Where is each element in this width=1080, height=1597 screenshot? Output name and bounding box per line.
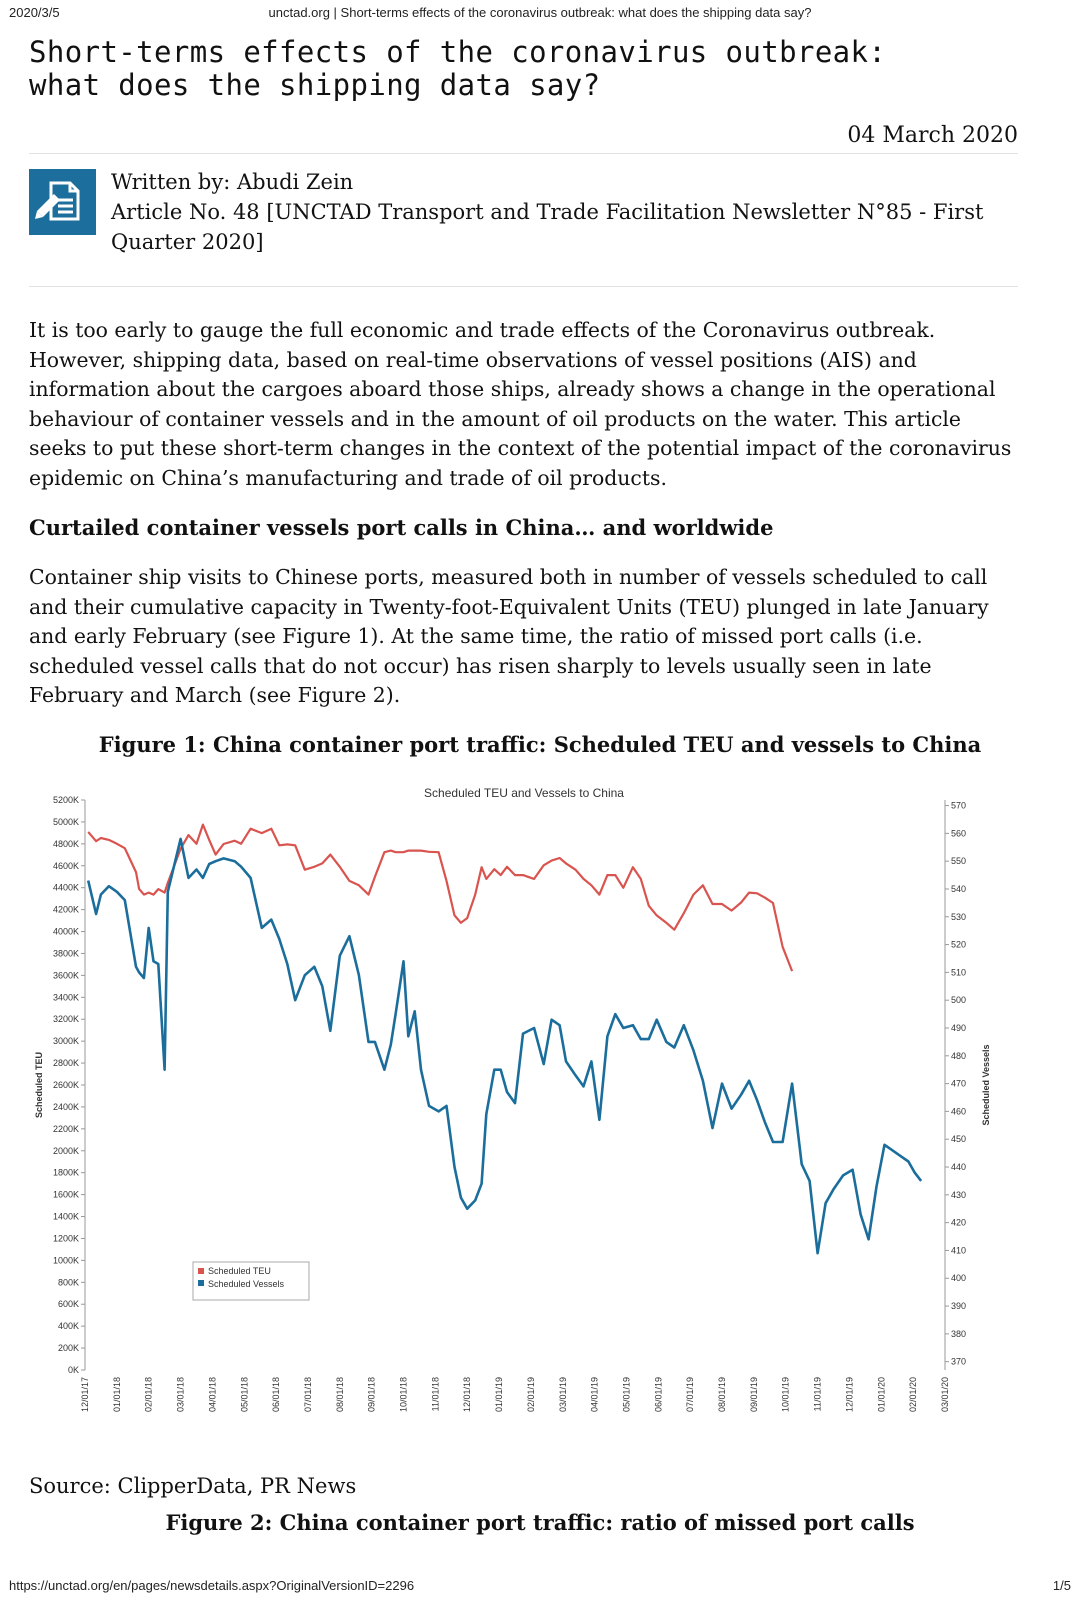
x-tick-label: 01/01/20 (876, 1377, 887, 1413)
y-tick-label-right: 520 (951, 939, 967, 950)
y-tick-label-left: 800K (57, 1277, 79, 1288)
x-tick-label: 02/01/20 (908, 1377, 919, 1413)
x-ticks (80, 1377, 950, 1412)
y-tick-label-left: 600K (57, 1299, 79, 1310)
legend-swatch-teu (198, 1268, 204, 1274)
y-tick-label-left: 1600K (52, 1189, 79, 1200)
body-paragraph: Container ship visits to Chinese ports, measured both in number of vessels scheduled to call and their cumulative capacity in Twenty-foot-Equivalent Units (TEU) plunged in late January and early February (see Figure 1). At the same time, the ratio of missed port calls (i.e. scheduled vessel calls that do not occur) has risen sharply to levels usually seen in late February and March (see Figure 2). (29, 565, 989, 707)
section-subheading: Curtailed container vessels port calls in China… and worldwide (29, 515, 774, 540)
y-tick-label-right: 540 (951, 883, 967, 894)
x-tick-label: 03/01/20 (940, 1377, 950, 1413)
y-tick-label-left: 5000K (52, 816, 79, 827)
print-url: https://unctad.org/en/pages/newsdetails.aspx?OriginalVersionID=2296 (9, 1578, 415, 1593)
x-tick-label: 01/01/19 (494, 1377, 505, 1413)
y-tick-label-right: 500 (951, 995, 967, 1006)
figure1-chart (33, 777, 1050, 1431)
y-tick-label-left: 2200K (52, 1123, 79, 1134)
y-tick-label-left: 5200K (52, 795, 79, 805)
figure1-caption: Figure 1: China container port traffic: Scheduled TEU and vessels to China (98, 732, 982, 757)
document-pen-icon (29, 169, 96, 235)
figure1-source: Source: ClipperData, PR News (29, 1474, 357, 1498)
article-date: 04 March 2020 (847, 123, 1018, 148)
print-title: unctad.org | Short-terms effects of the coronavirus outbreak: what does the shipping data say? (268, 5, 812, 20)
x-tick-label: 05/01/19 (621, 1377, 632, 1413)
y-tick-label-left: 1000K (52, 1255, 79, 1266)
x-tick-label: 10/01/18 (398, 1377, 409, 1413)
y-tick-label-right: 570 (951, 800, 967, 811)
intro-paragraph: It is too early to gauge the full economic and trade effects of the Coronavirus outbreak. However, shipping data, based on real-time observations of vessel positions (AIS) and information about the cargoes aboard those ships, already shows a change in the operational behaviour of container vessels and in the amount of oil products on the water. This article seeks to put these short-term changes in the context of the potential impact of the coronavirus epidemic on China’s manufacturing and trade of oil products. (29, 318, 1012, 490)
y-tick-label-left: 2800K (52, 1058, 79, 1069)
y-ticks-left (53, 795, 85, 1375)
x-tick-label: 11/01/19 (812, 1377, 823, 1412)
y-tick-label-right: 450 (951, 1134, 967, 1145)
y-tick-label-left: 3800K (52, 948, 79, 959)
y-tick-label-left: 4600K (52, 860, 79, 871)
x-tick-label: 06/01/18 (271, 1377, 282, 1413)
y-tick-label-left: 3600K (52, 970, 79, 981)
chart-title: Scheduled TEU and Vessels to China (424, 786, 624, 800)
y-tick-label-left: 4000K (52, 926, 79, 937)
y-tick-label-right: 470 (951, 1078, 967, 1089)
y-tick-label-right: 410 (951, 1245, 967, 1256)
y-tick-label-left: 2000K (52, 1145, 79, 1156)
article-title-line2: what does the shipping data say? (29, 68, 601, 102)
x-tick-label: 12/01/17 (80, 1377, 90, 1413)
y-tick-label-right: 480 (951, 1050, 967, 1061)
x-tick-label: 07/01/18 (302, 1377, 313, 1413)
y-tick-label-right: 560 (951, 828, 967, 839)
y-tick-label-left: 2400K (52, 1101, 79, 1112)
x-tick-label: 10/01/19 (780, 1377, 791, 1413)
y-tick-label-left: 200K (57, 1343, 79, 1354)
x-tick-label: 01/01/18 (111, 1377, 122, 1413)
chart-svg (33, 777, 1050, 1431)
x-tick-label: 12/01/19 (844, 1377, 855, 1413)
x-tick-label: 12/01/18 (462, 1377, 473, 1413)
byline-article-number: Article No. 48 [UNCTAD Transport and Trade Facilitation Newsletter N°85 - First Quarter 2020] (111, 200, 984, 254)
divider-byline (29, 286, 1018, 287)
y-tick-label-right: 380 (951, 1328, 967, 1339)
y-tick-label-left: 4200K (52, 904, 79, 915)
y-tick-label-left: 4800K (52, 838, 79, 849)
divider-top (29, 153, 1018, 154)
y-tick-label-right: 440 (951, 1162, 967, 1173)
x-tick-label: 07/01/19 (685, 1377, 696, 1413)
figure2-caption: Figure 2: China container port traffic: ratio of missed port calls (165, 1510, 915, 1535)
chart-legend (193, 1262, 309, 1300)
x-tick-label: 11/01/18 (430, 1377, 441, 1412)
series-line-scheduled-vessels (88, 839, 921, 1253)
y-tick-label-left: 3400K (52, 992, 79, 1003)
y-tick-label-left: 1800K (52, 1167, 79, 1178)
article-document-icon (29, 169, 96, 235)
x-tick-label: 03/01/18 (175, 1377, 186, 1413)
y-axis-label-right: Scheduled Vessels (981, 1044, 991, 1126)
print-footer (0, 1578, 1080, 1596)
y-tick-label-left: 1200K (52, 1233, 79, 1244)
print-header (0, 5, 1080, 23)
legend-swatch-vessels (198, 1280, 204, 1286)
article-byline (111, 167, 1011, 257)
article-title (29, 36, 979, 102)
series-line-scheduled-teu (88, 825, 792, 972)
y-tick-label-left: 3000K (52, 1036, 79, 1047)
y-tick-label-right: 420 (951, 1217, 967, 1228)
print-page-number: 1/5 (1052, 1578, 1071, 1593)
x-tick-label: 06/01/19 (653, 1377, 664, 1413)
y-axis-label-left: Scheduled TEU (34, 1051, 44, 1119)
x-tick-label: 04/01/19 (589, 1377, 600, 1413)
y-tick-label-left: 2600K (52, 1080, 79, 1090)
legend-label-teu: Scheduled TEU (208, 1266, 271, 1276)
byline-author: Written by: Abudi Zein (111, 170, 354, 194)
y-tick-label-right: 530 (951, 911, 967, 922)
x-tick-label: 02/01/18 (143, 1377, 154, 1413)
y-ticks-right (945, 801, 966, 1367)
x-tick-label: 08/01/18 (334, 1377, 345, 1413)
x-tick-label: 09/01/18 (366, 1377, 377, 1413)
y-tick-label-right: 550 (951, 856, 967, 867)
y-tick-label-left: 400K (57, 1321, 79, 1332)
y-tick-label-right: 400 (951, 1273, 967, 1284)
x-tick-label: 08/01/19 (717, 1377, 728, 1413)
y-tick-label-left: 3200K (52, 1014, 79, 1025)
y-tick-label-right: 510 (951, 967, 967, 978)
y-tick-label-right: 460 (951, 1106, 967, 1117)
legend-label-vessels: Scheduled Vessels (208, 1279, 285, 1289)
y-tick-label-left: 1400K (52, 1211, 79, 1222)
y-tick-label-right: 390 (951, 1301, 967, 1312)
y-tick-label-right: 430 (951, 1189, 967, 1200)
print-date: 2020/3/5 (9, 5, 60, 20)
x-tick-label: 09/01/19 (748, 1377, 759, 1413)
article-title-line1: Short-terms effects of the coronavirus outbreak: (29, 35, 887, 69)
y-tick-label-right: 370 (951, 1356, 967, 1367)
x-tick-label: 03/01/19 (557, 1377, 568, 1413)
y-tick-label-left: 4400K (52, 882, 79, 893)
y-tick-label-right: 490 (951, 1023, 967, 1033)
y-tick-label-left: 0K (67, 1365, 79, 1375)
x-tick-label: 05/01/18 (239, 1377, 250, 1413)
x-tick-label: 02/01/19 (525, 1377, 536, 1413)
x-tick-label: 04/01/18 (207, 1377, 218, 1413)
